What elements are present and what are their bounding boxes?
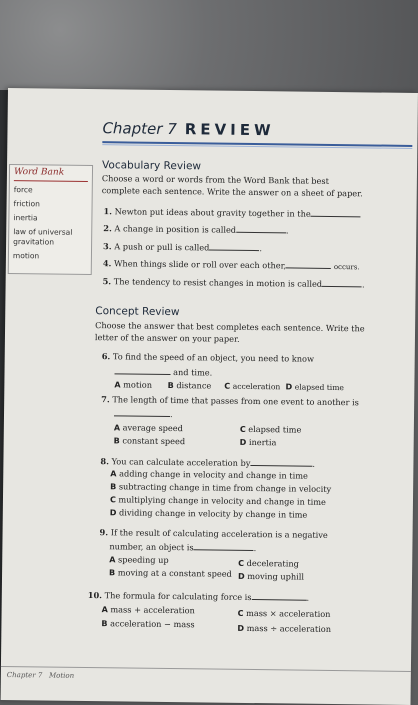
q10-option-b: B acceleration − mass <box>101 618 195 630</box>
word-bank-title: Word Bank <box>13 167 65 178</box>
concept-question-6-line2: and time. <box>114 365 212 377</box>
concept-instructions: Choose the answer that best completes each sentence. Write the <box>95 320 365 334</box>
q7-option-d: D inertia <box>239 436 277 448</box>
q7-option-b: B constant speed <box>113 435 186 447</box>
q8-option-c: C multiplying change in velocity and change in time <box>109 494 326 507</box>
vocab-question-1: 1. Newton put ideas about gravity together in the <box>103 205 360 219</box>
chapter-title: Chapter 7 REVIEW <box>102 119 275 140</box>
vocab-question-2: 2. A change in position is called . <box>103 223 289 236</box>
q6-options: A motion B distance C acceleration D elapsed time <box>114 379 345 393</box>
vocabulary-heading: Vocabulary Review <box>101 159 202 173</box>
vocabulary-instructions: complete each sentence. Write the answer on a sheet of paper. <box>101 185 363 199</box>
q9-option-a: A speeding up <box>109 554 169 565</box>
q8-option-b: B subtracting change in time from change in velocity <box>110 481 332 494</box>
word-bank-rule <box>14 180 88 182</box>
concept-question-9-line2: number, an object is . <box>109 541 257 554</box>
q9-option-d: D moving uphill <box>237 570 305 582</box>
word-bank-item: inertia <box>13 213 38 223</box>
word-bank-item: gravitation <box>13 237 55 247</box>
textbook-page <box>1 88 418 705</box>
vocab-question-5: 5. The tendency to resist changes in motion is called . <box>102 276 365 290</box>
q7-option-c: C elapsed time <box>239 423 302 435</box>
q10-option-a: A mass + acceleration <box>101 604 195 616</box>
vocab-question-3: 3. A push or pull is called . <box>103 241 263 254</box>
word-bank-item: friction <box>13 199 40 209</box>
concept-instructions: letter of the answer on your paper. <box>94 332 240 344</box>
q10-option-d: D mass ÷ acceleration <box>237 622 332 634</box>
concept-question-9: 9. If the result of calculating acceleration is a negative <box>99 527 328 540</box>
q10-option-c: C mass × acceleration <box>237 607 331 619</box>
vocabulary-instructions: Choose a word or words from the Word Bank that best <box>101 173 329 186</box>
vocab-question-4: 4. When things slide or roll over each other, occurs. <box>102 258 360 272</box>
concept-heading: Concept Review <box>95 305 180 319</box>
concept-question-8: 8. You can calculate acceleration by . <box>100 456 316 469</box>
page-footer: Chapter 7 Motion <box>6 671 75 680</box>
q8-option-d: D dividing change in velocity by change in time <box>109 507 308 520</box>
q9-option-c: C decelerating <box>238 557 299 569</box>
q8-option-a: A adding change in velocity and change in time <box>110 468 308 481</box>
word-bank-item: law of universal <box>13 227 73 237</box>
q7-option-a: A average speed <box>113 422 183 434</box>
q9-option-b: B moving at a constant speed <box>109 567 232 579</box>
word-bank-item: motion <box>12 251 40 261</box>
concept-question-10: 10. The formula for calculating force is . <box>87 590 310 603</box>
concept-question-6: 6. To find the speed of an object, you need to know <box>101 351 315 364</box>
word-bank-item: force <box>13 185 33 195</box>
concept-question-7-blank: . <box>114 407 173 419</box>
word-bank <box>8 164 93 275</box>
concept-question-7: 7. The length of time that passes from one event to another is <box>101 394 359 408</box>
